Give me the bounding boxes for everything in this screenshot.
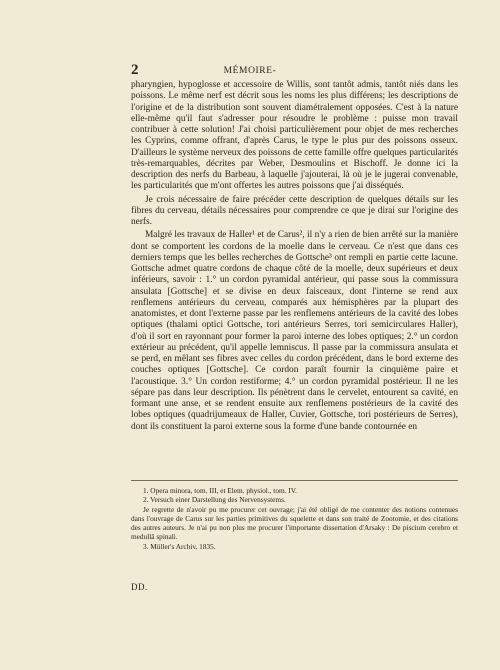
running-head: MÉMOIRE- [223,66,277,76]
footnote: 3. Müller's Archiv, 1835. [143,541,216,551]
footnotes [131,486,458,551]
footnote: 1. Opera minora, tom. III, et Elem. physiol., tom. IV. [143,486,297,495]
page-number: 2 [131,62,139,78]
paragraph: pharyngien, hypoglosse et accessoire de Willis, sont tantôt admis, tantôt niés dans les poissons. Le même nerf est décrit sous les noms les plus différens; les descriptions de l'origine et de la distribution sont souvent diamétralement opposées. C'est à la nature elle-même qu'il faut s'adresser pour résoudre le problème : puisse mon travail contribuer à cette solution! J'ai choisi particulièrement pour objet de mes recherches les Cyprins, comme offrant, d'après Carus, le type le plus pur des poissons osseux. D'ailleurs le système nerveux des poissons de cette famille offre quelques particularités très-remarquables, décrites par Weber, Desmoulins et Bischoff. Je donne ici la description des nerfs du Barbeau, à laquelle j'ajouterai, là où je le jugerai convenable, les particularités que m'ont offertes les autres poissons que j'ai disséqués. [131,80,458,192]
paragraph: Malgré les travaux de Haller¹ et de Carus², il n'y a rien de bien arrêté sur la manière dont se comportent les cordons de la moelle dans le cerveau. Ce n'est que dans ces derniers temps que les belles recherches de Gottsche³ ont rempli en partie cette lacune. Gottsche admet quatre cordons de chaque côté de la moelle, deux supérieurs et deux inférieurs, savoir : 1.° un cordon pyramidal antérieur, qui passe sous la commissura ansulata [Gottsche] et se divise en deux faisceaux, dont l'interne se rend aux renflemens antérieurs du cerveau, comparés aux hémisphères par la plupart des anatomistes, et dont l'externe passe par les renflemens antérieurs de la cavité des lobes optiques (thalami optici Gottsche, tori antérieurs Serres, tori semicirculares Haller), d'où il sort en rayonnant pour former la paroi interne des lobes optiques; 2.° un cordon extérieur au précédent, qu'il appelle lemniscus. Il passe par la commissura ansulata et se perd, en mêlant ses fibres avec celles du cordon précédent, dans le bord externe des couches optiques [Gottsche]. Ce cordon paraît fournir la cinquième paire et l'acoustique. 3.° Un cordon restiforme; 4.° un cordon pyramidal postérieur. Il ne les sépare pas dans leur description. Ils pénètrent dans le cervelet, entourent sa cavité, en formant une anse, et se rendent ensuite aux renflemens postérieurs de la cavité des lobes optiques (quadrijumeaux de Haller, Cuvier, Gottsche, tori postérieurs de Serres), dont ils constituent la paroi externe sous la forme d'une bande contournée en [131,230,458,432]
footnote: Je regrette de n'avoir pu me procurer cet ouvrage; j'ai été obligé de me contenter des notions contenues dans l'ouvrage de Carus sur les parties primitives du squelette et dans son traité de Zootomie, et des citations des autres auteurs. Je n'ai pu non plus me procurer l'importante dissertation d'Arsaky : De piscium cerebro et medullâ spinali. [131,504,458,542]
signature-mark: DD. [131,582,148,592]
paragraph: Je crois nécessaire de faire précéder cette description de quelques détails sur les fibres du cerveau, détails nécessaires pour comprendre ce que je dirai sur l'origine des nerfs. [131,194,458,227]
main-text [131,80,458,433]
footnote: 2. Versuch einer Darstellung des Nervensystems. [143,495,286,505]
footnote-rule [131,480,458,481]
